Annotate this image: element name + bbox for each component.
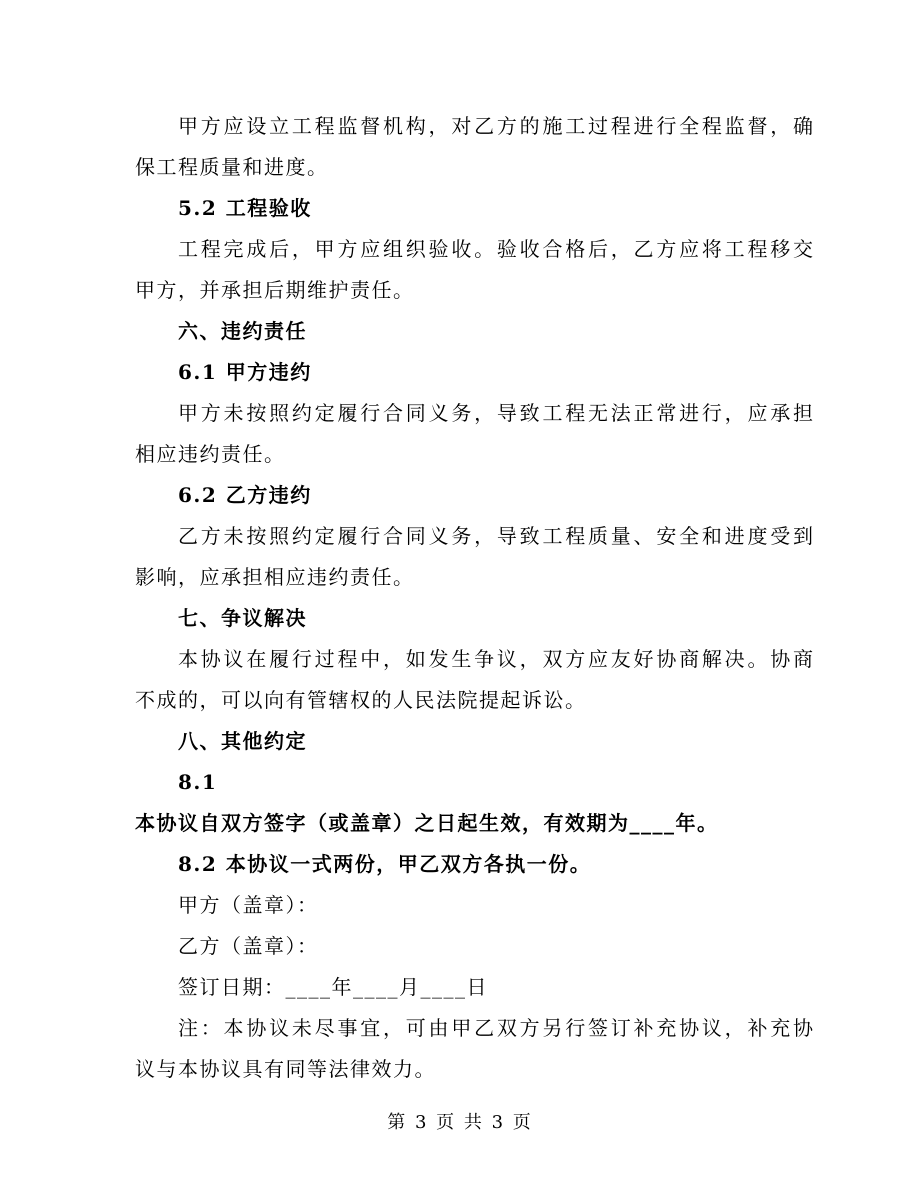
section-heading-8-1: 8.1 bbox=[178, 770, 218, 794]
section-heading-6: 六、违约责任 bbox=[178, 319, 307, 343]
section-heading-8: 八、其他约定 bbox=[178, 729, 307, 753]
paragraph-line: 影响，应承担相应违约责任。 bbox=[135, 565, 415, 589]
paragraph-line: 乙方未按照约定履行合同义务，导致工程质量、安全和进度受到 bbox=[178, 524, 813, 548]
paragraph-line: 本协议在履行过程中，如发生争议，双方应友好协商解决。协商 bbox=[178, 647, 813, 671]
note-line: 议与本协议具有同等法律效力。 bbox=[135, 1057, 436, 1081]
paragraph-line: 甲方未按照约定履行合同义务，导致工程无法正常进行，应承担 bbox=[178, 401, 813, 425]
clause-8-2-text: 8.2 本协议一式两份，甲乙双方各执一份。 bbox=[178, 852, 592, 876]
section-heading-5-2: 5.2 工程验收 bbox=[178, 196, 312, 220]
signature-date: 签订日期：____年____月____日 bbox=[178, 975, 488, 999]
note-line: 注：本协议未尽事宜，可由甲乙双方另行签订补充协议，补充协 bbox=[178, 1016, 813, 1040]
page-number-footer: 第 3 页 共 3 页 bbox=[387, 1112, 533, 1133]
section-heading-6-2: 6.2 乙方违约 bbox=[178, 483, 312, 507]
paragraph-line: 保工程质量和进度。 bbox=[135, 155, 329, 179]
signature-party-b: 乙方（盖章）： bbox=[178, 934, 319, 958]
paragraph-line: 甲方，并承担后期维护责任。 bbox=[135, 278, 415, 302]
paragraph-line: 甲方应设立工程监督机构，对乙方的施工过程进行全程监督，确 bbox=[178, 114, 813, 138]
paragraph-line: 相应违约责任。 bbox=[135, 442, 286, 466]
paragraph-line: 不成的，可以向有管辖权的人民法院提起诉讼。 bbox=[135, 688, 587, 712]
section-heading-7: 七、争议解决 bbox=[178, 606, 307, 630]
clause-8-1-text: 本协议自双方签字（或盖章）之日起生效，有效期为____年。 bbox=[135, 811, 719, 835]
paragraph-line: 工程完成后，甲方应组织验收。验收合格后，乙方应将工程移交 bbox=[178, 237, 813, 261]
signature-party-a: 甲方（盖章）： bbox=[178, 893, 319, 917]
section-heading-6-1: 6.1 甲方违约 bbox=[178, 360, 312, 384]
